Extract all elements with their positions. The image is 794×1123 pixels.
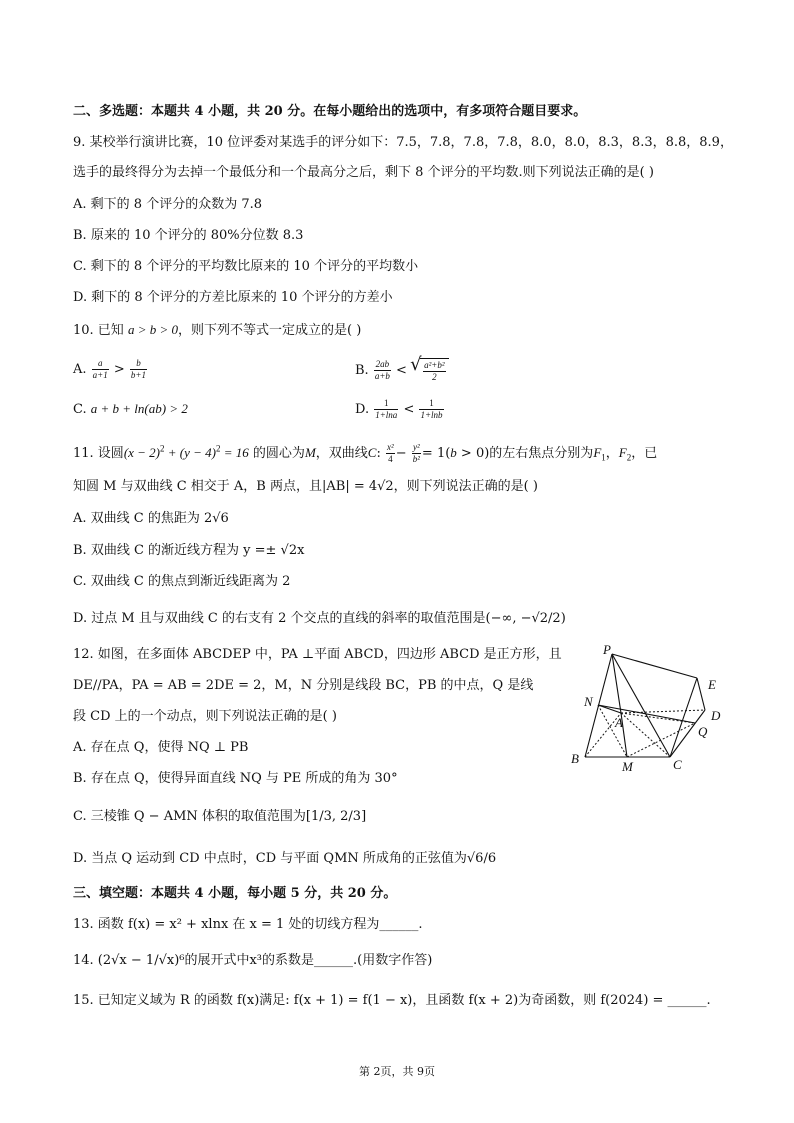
section-3-title: 三、填空题：本题共 4 小题，每小题 5 分，共 20 分。	[73, 886, 397, 901]
q10-option-d: D. $\frac{1}{1+\ln a}$ < $\frac{1}{1+\ln b}$	[355, 398, 443, 420]
figure-label-m: M	[622, 759, 633, 774]
q9-option-b: B. 原来的 10 个评分的 80%分位数 8.3	[73, 228, 304, 243]
q12-option-d: D. 当点 Q 运动到 CD 中点时，CD 与平面 QMN 所成角的正弦值为√6/6	[73, 851, 497, 866]
q13: 13. 函数 f(x) = x² + xlnx 在 x = 1 处的切线方程为______.	[73, 917, 423, 932]
polyhedron-figure	[565, 640, 735, 775]
q12-stem-line3: 段 CD 上的一个动点，则下列说法正确的是( )	[73, 709, 337, 724]
q10-condition: a > b > 0	[127, 322, 178, 337]
q9-option-a: A. 剩下的 8 个评分的众数为 7.8	[73, 197, 262, 212]
q15: 15. 已知定义域为 R 的函数 f(x)满足: f(x + 1) = f(1 − x)，且函数 f(x + 2)为奇函数，则 f(2024) = ______.	[73, 993, 711, 1008]
figure-label-c: C	[673, 757, 682, 772]
q9-stem-line1: 9. 某校举行演讲比赛，10 位评委对某选手的评分如下：7.5，7.8，7.8，7.8，8.0，8.0，8.3，8.3，8.8，8.9，	[73, 135, 733, 150]
q12-stem-line2: DE//PA，PA = AB = 2DE = 2，M，N 分别是线段 BC，PB 的中点，Q 是线	[73, 678, 534, 693]
figure-label-d: D	[711, 708, 721, 723]
q11-option-c: C. 双曲线 C 的焦点到渐近线距离为 2	[73, 574, 291, 589]
q11-option-d: D. 过点 M 且与双曲线 C 的右支有 2 个交点的直线的斜率的取值范围是(−∞, −√2/2)	[73, 611, 566, 626]
q9-option-d: D. 剩下的 8 个评分的方差比原来的 10 个评分的方差小	[73, 290, 393, 305]
q12-option-b: B. 存在点 Q，使得异面直线 NQ 与 PE 所成的角为 30°	[73, 771, 398, 786]
q10-stem: 10. 已知 a > b > 0，则下列不等式一定成立的是( )	[73, 322, 362, 338]
q10-option-b: B. $\frac{2ab}{a+b}$ < √ $\frac{\text{a²+b²}}{2}$	[355, 358, 449, 383]
q9-stem-line2: 选手的最终得分为去掉一个最低分和一个最高分之后，剩下 8 个评分的平均数.则下列说法正确的是( )	[73, 165, 654, 180]
q11-stem-line2: 知圆 M 与双曲线 C 相交于 A，B 两点，且|AB| = 4√2，则下列说法正确的是( )	[73, 479, 538, 494]
figure-label-q: Q	[698, 724, 708, 739]
figure-label-e: E	[708, 677, 716, 692]
q11-option-a: A. 双曲线 C 的焦距为 2√6	[73, 511, 229, 526]
figure-label-b: B	[571, 751, 579, 766]
q9-option-c: C. 剩下的 8 个评分的平均数比原来的 10 个评分的平均数小	[73, 259, 419, 274]
figure-label-p: P	[603, 642, 611, 657]
q12-option-a: A. 存在点 Q，使得 NQ ⊥ PB	[73, 740, 249, 755]
q11-stem-line1: 11. 设圆$(x - 2)^2 + (y - 4)^2 = 16$ 的圆心为M，双曲线C: $\frac{\text{x²}}{4}$ − $\frac{\text{y²}}{\text{b²}}$ = 1(b > 0)的左右焦点分别为$F_1$，$F_2$，已	[73, 442, 658, 464]
section-2-title: 二、多选题：本题共 4 小题，共 20 分。在每小题给出的选项中，有多项符合题目要求。	[73, 104, 587, 119]
q12-stem-line1: 12. 如图，在多面体 ABCDEP 中，PA ⊥平面 ABCD，四边形 ABCD 是正方形，且	[73, 647, 562, 662]
q14: 14. (2√x − 1/√x)⁶的展开式中x³的系数是______.(用数字作答)	[73, 953, 433, 968]
figure-label-a: A	[615, 715, 623, 730]
q12-option-c: C. 三棱锥 Q − AMN 体积的取值范围为[1/3, 2/3]	[73, 809, 367, 824]
page-footer: 第 2页，共 9页	[359, 1065, 435, 1078]
q10-option-c: C. a + b + ln(ab) > 2	[73, 401, 188, 417]
figure-label-n: N	[584, 694, 593, 709]
q11-option-b: B. 双曲线 C 的渐近线方程为 y =± √2x	[73, 543, 305, 558]
q10-option-a: A. $\frac{a}{a+1}$ > $\frac{b}{b+1}$	[73, 358, 146, 380]
